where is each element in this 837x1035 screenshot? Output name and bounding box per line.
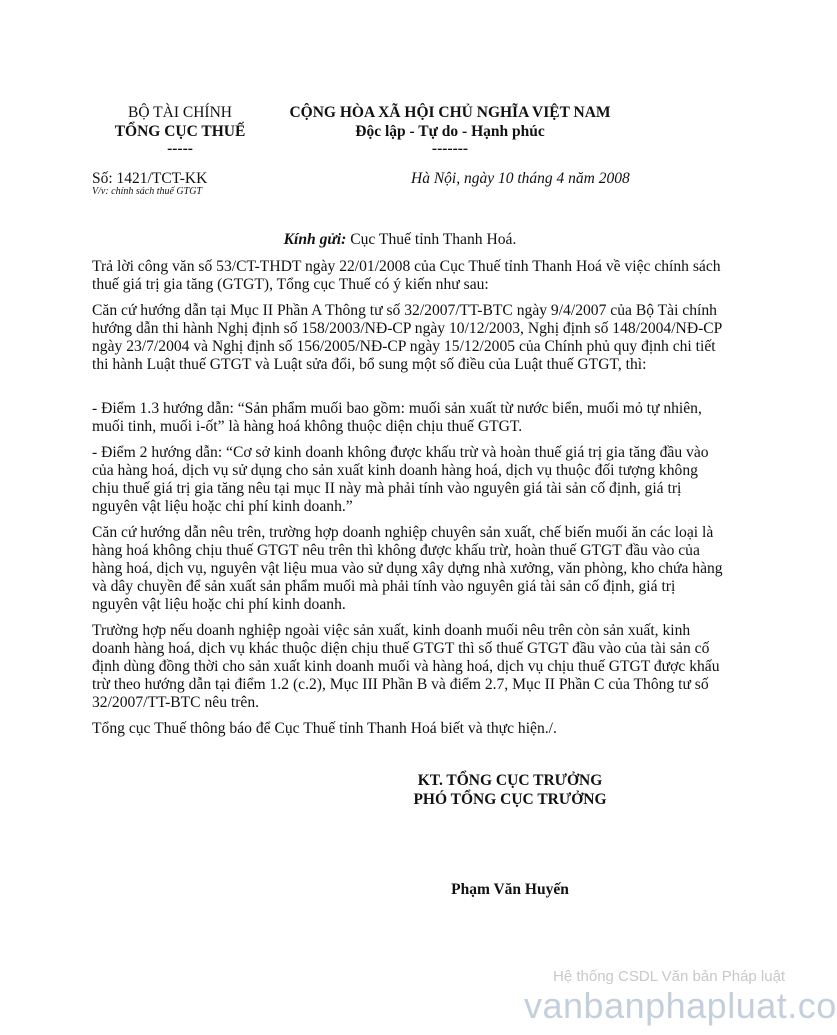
document-number: Số: 1421/TCT-KK <box>92 170 208 187</box>
place-date: Hà Nội, ngày 10 tháng 4 năm 2008 <box>411 170 630 187</box>
paragraph-other-case: Trường hợp nếu doanh nghiệp ngoài việc sản xuất, kinh doanh muối nêu trên còn sản xuất, kinh doanh hàng hoá, dịch vụ khác thuộc diện chịu thuế GTGT thì số thuế GTGT đầu vào của tài sản cố định dùng đồng thời cho sản xuất kinh doanh muối và hàng hoá, dịch vụ chịu thuế GTGT được khấu trừ theo hướng dẫn tại điểm 1.2 (c.2), Mục III Phần B và điểm 2.7, Mục II Phần C của Thông tư số 32/2007/TT-BTC nêu trên. <box>92 622 720 711</box>
paragraph-reply: Trả lời công văn số 53/CT-THDT ngày 22/01/2008 của Cục Thuế tỉnh Thanh Hoá về việc chính sách thuế giá trị gia tăng (GTGT), Tổng cục Thuế có ý kiến như sau: <box>92 258 721 293</box>
recipient-line <box>0 231 800 249</box>
nation-title: CỘNG HÒA XÃ HỘI CHỦ NGHĨA VIỆT NAM <box>289 104 611 121</box>
recipient-name: Cục Thuế tỉnh Thanh Hoá. <box>350 231 517 248</box>
national-motto: Độc lập - Tự do - Hạnh phúc <box>355 123 545 140</box>
paragraph-conclusion: Căn cứ hướng dẫn nêu trên, trường hợp doanh nghiệp chuyên sản xuất, chế biến muối ăn các loại là hàng hoá không chịu thuế GTGT nêu trên thì không được khấu trừ, hoàn thuế GTGT đầu vào của hàng hoá, dịch vụ, nguyên vật liệu mua vào sử dụng xây dựng nhà xưởng, văn phòng, kho chứa hàng và dây chuyền để sản xuất sản phẩm muối mà phải tính vào nguyên giá tài sản cố định, giá trị nguyên vật liệu hoặc chi phí kinh doanh. <box>92 524 723 613</box>
signature-title-2: PHÓ TỔNG CỤC TRƯỞNG <box>413 791 607 808</box>
watermark-site: vanbanphapluat.co <box>524 985 837 1026</box>
paragraph-legal-basis: Căn cứ hướng dẫn tại Mục II Phần A Thông tư số 32/2007/TT-BTC ngày 9/4/2007 của Bộ Tài chính hướng dẫn thi hành Nghị định số 158/2003/NĐ-CP ngày 10/12/2003, Nghị định số 148/2004/NĐ-CP ngày 23/7/2004 và Nghị định số 156/2005/NĐ-CP ngày 15/12/2005 của Chính phủ quy định chi tiết thi hành Luật thuế GTGT và Luật sửa đổi, bổ sung một số điều của Luật thuế GTGT, thì: <box>92 302 722 373</box>
paragraph-closing: Tổng cục Thuế thông báo để Cục Thuế tỉnh Thanh Hoá biết và thực hiện./. <box>92 720 557 737</box>
recipient-label: Kính gửi: <box>283 231 347 248</box>
left-rule: ----- <box>167 140 193 157</box>
ministry-name: BỘ TÀI CHÍNH <box>128 104 232 121</box>
paragraph-point-2: - Điểm 2 hướng dẫn: “Cơ sở kinh doanh không được khấu trừ và hoàn thuế giá trị gia tăng đầu vào của hàng hoá, dịch vụ sử dụng cho sản xuất kinh doanh hàng hoá, dịch vụ thuộc đối tượng không chịu thuế giá trị gia tăng nêu tại mục II này mà phải tính vào nguyên giá tài sản cố định, giá trị nguyên vật liệu hoặc chi phí kinh doanh.” <box>92 444 709 515</box>
watermark-caption: Hệ thống CSDL Văn bản Pháp luật <box>553 968 786 985</box>
signer-name: Phạm Văn Huyến <box>451 881 569 898</box>
right-rule: ------- <box>431 140 469 157</box>
signature-title-1: KT. TỔNG CỤC TRƯỞNG <box>417 772 603 789</box>
paragraph-point-1-3: - Điểm 1.3 hướng dẫn: “Sản phẩm muối bao gồm: muối sản xuất từ nước biển, muối mỏ tự nhiên, muối tinh, muối i-ốt” là hàng hoá không thuộc diện chịu thuế GTGT. <box>92 400 702 435</box>
document-subject: V/v: chính sách thuế GTGT <box>92 186 202 197</box>
department-name: TỔNG CỤC THUẾ <box>114 123 246 140</box>
